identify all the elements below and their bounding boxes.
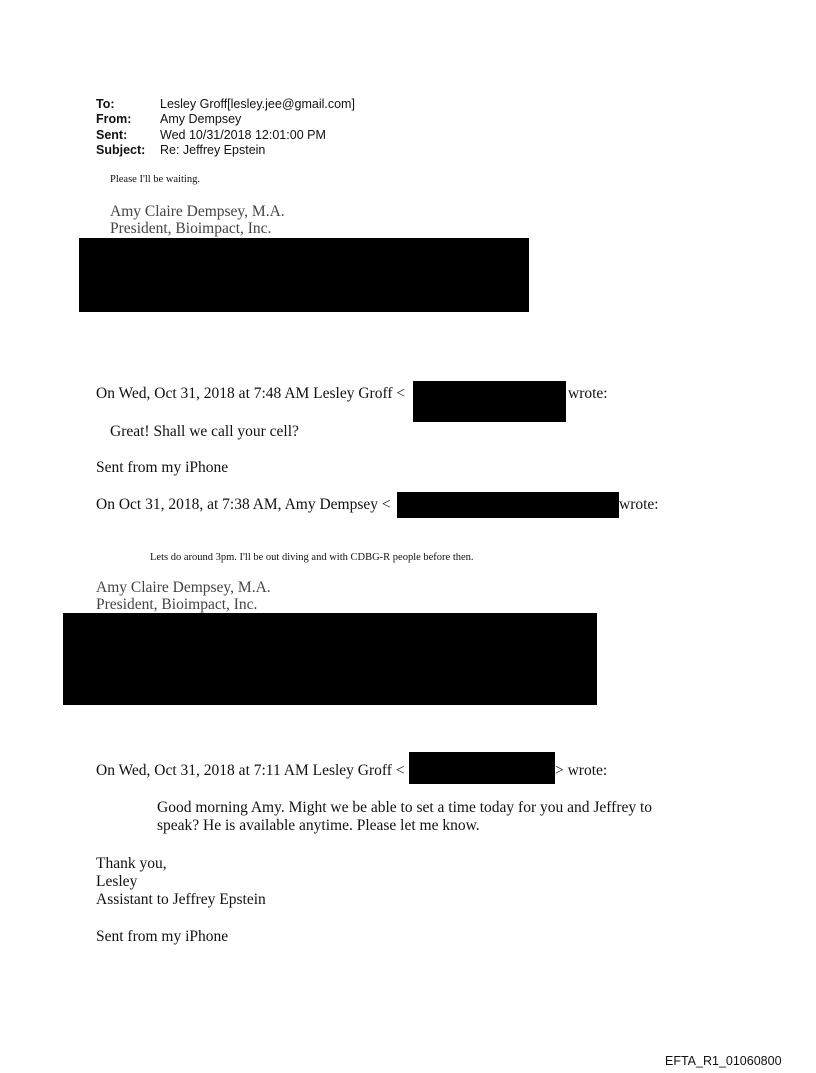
closing-name: Lesley <box>96 873 138 890</box>
quote-body: Great! Shall we call your cell? <box>110 423 299 440</box>
subject-value: Re: Jeffrey Epstein <box>160 143 266 157</box>
sent-value: Wed 10/31/2018 12:01:00 PM <box>160 128 326 142</box>
quote-body-line: speak? He is available anytime. Please let me know. <box>157 817 480 834</box>
redaction-block <box>63 613 597 705</box>
redaction-block <box>79 238 529 312</box>
from-value: Amy Dempsey <box>160 112 242 126</box>
quote-body-line: Good morning Amy. Might we be able to set a time today for you and Jeffrey to <box>157 799 653 816</box>
quote-intro: On Wed, Oct 31, 2018 at 7:11 AM Lesley Groff < <box>96 762 405 779</box>
quote-intro-wrote: > wrote: <box>555 762 608 779</box>
closing-role: Assistant to Jeffrey Epstein <box>96 891 266 908</box>
redaction-block <box>397 492 619 518</box>
quote-intro-wrote: wrote: <box>568 385 608 402</box>
signature-name: Amy Claire Dempsey, M.A. <box>96 579 271 596</box>
message-body: Please I'll be waiting. <box>110 174 200 185</box>
sent-from-line: Sent from my iPhone <box>96 459 229 476</box>
redaction-block <box>409 752 555 784</box>
from-label: From: <box>96 112 132 126</box>
signature-title: President, Bioimpact, Inc. <box>96 596 258 613</box>
to-label: To: <box>96 97 115 111</box>
quote-intro: On Wed, Oct 31, 2018 at 7:48 AM Lesley Groff < <box>96 385 406 402</box>
closing-thanks: Thank you, <box>96 855 167 872</box>
sent-label: Sent: <box>96 128 128 142</box>
quote-body: Lets do around 3pm. I'll be out diving and with CDBG-R people before then. <box>150 552 474 563</box>
redaction-block <box>413 381 566 422</box>
to-value: Lesley Groff[lesley.jee@gmail.com] <box>160 97 355 111</box>
quote-intro: On Oct 31, 2018, at 7:38 AM, Amy Dempsey < <box>96 496 391 513</box>
sent-from-line: Sent from my iPhone <box>96 928 229 945</box>
signature-title: President, Bioimpact, Inc. <box>110 220 272 237</box>
document-id: EFTA_R1_01060800 <box>665 1054 782 1068</box>
subject-label: Subject: <box>96 143 146 157</box>
quote-intro-wrote: wrote: <box>619 496 659 513</box>
signature-name: Amy Claire Dempsey, M.A. <box>110 203 285 220</box>
